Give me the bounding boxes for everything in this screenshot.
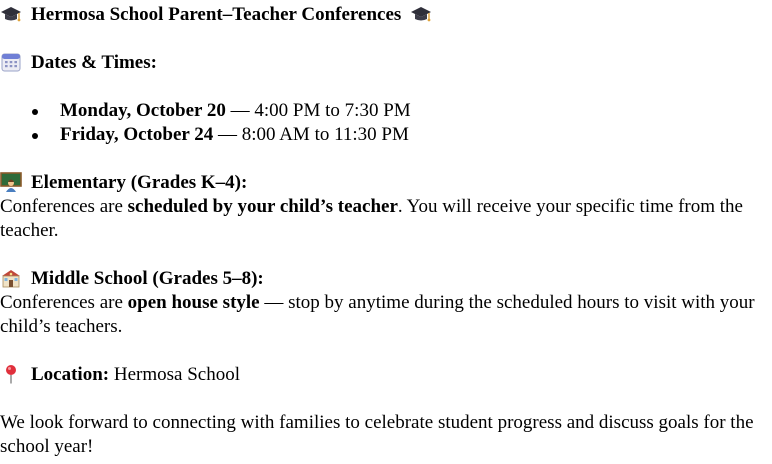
calendar-icon <box>0 52 22 72</box>
bullet-icon <box>32 109 38 115</box>
middle-heading-line <box>0 267 772 291</box>
date-day: Monday, October 20 <box>60 100 226 121</box>
elementary-heading: Elementary (Grades K–4): <box>31 172 248 193</box>
title-line <box>0 3 772 27</box>
dates-heading-line <box>0 51 772 75</box>
date-time: — 8:00 AM to 11:30 PM <box>213 124 409 145</box>
dates-list <box>0 99 772 147</box>
bullet-icon <box>32 133 38 139</box>
elementary-heading-line <box>0 171 772 195</box>
announcement-document <box>0 3 772 459</box>
list-item <box>0 123 772 147</box>
dates-heading: Dates & Times: <box>31 52 157 73</box>
date-time: — 4:00 PM to 7:30 PM <box>225 100 411 121</box>
elementary-paragraph: Conferences are scheduled by your child’s teacher. You will receive your specific time from the teacher. <box>0 196 743 241</box>
location-line <box>0 363 772 387</box>
teacher-icon <box>0 172 22 192</box>
page-title: Hermosa School Parent–Teacher Conferences <box>31 4 402 25</box>
date-day: Friday, October 24 <box>60 124 214 145</box>
middle-emphasis: open house style <box>127 292 260 313</box>
middle-paragraph: Conferences are open house style — stop by anytime during the scheduled hours to visit with your child’s teachers. <box>0 292 755 337</box>
pushpin-icon <box>0 364 22 384</box>
list-item <box>0 99 772 123</box>
middle-heading: Middle School (Grades 5–8): <box>31 268 264 289</box>
graduation-cap-icon <box>410 4 432 24</box>
location-value: Hermosa School <box>109 364 240 385</box>
elementary-emphasis: scheduled by your child’s teacher <box>127 196 398 217</box>
school-icon <box>0 268 22 288</box>
graduation-cap-icon <box>0 4 22 24</box>
location-label: Location: <box>31 364 110 385</box>
closing-paragraph: We look forward to connecting with families to celebrate student progress and discuss goals for the school year! <box>0 412 754 457</box>
